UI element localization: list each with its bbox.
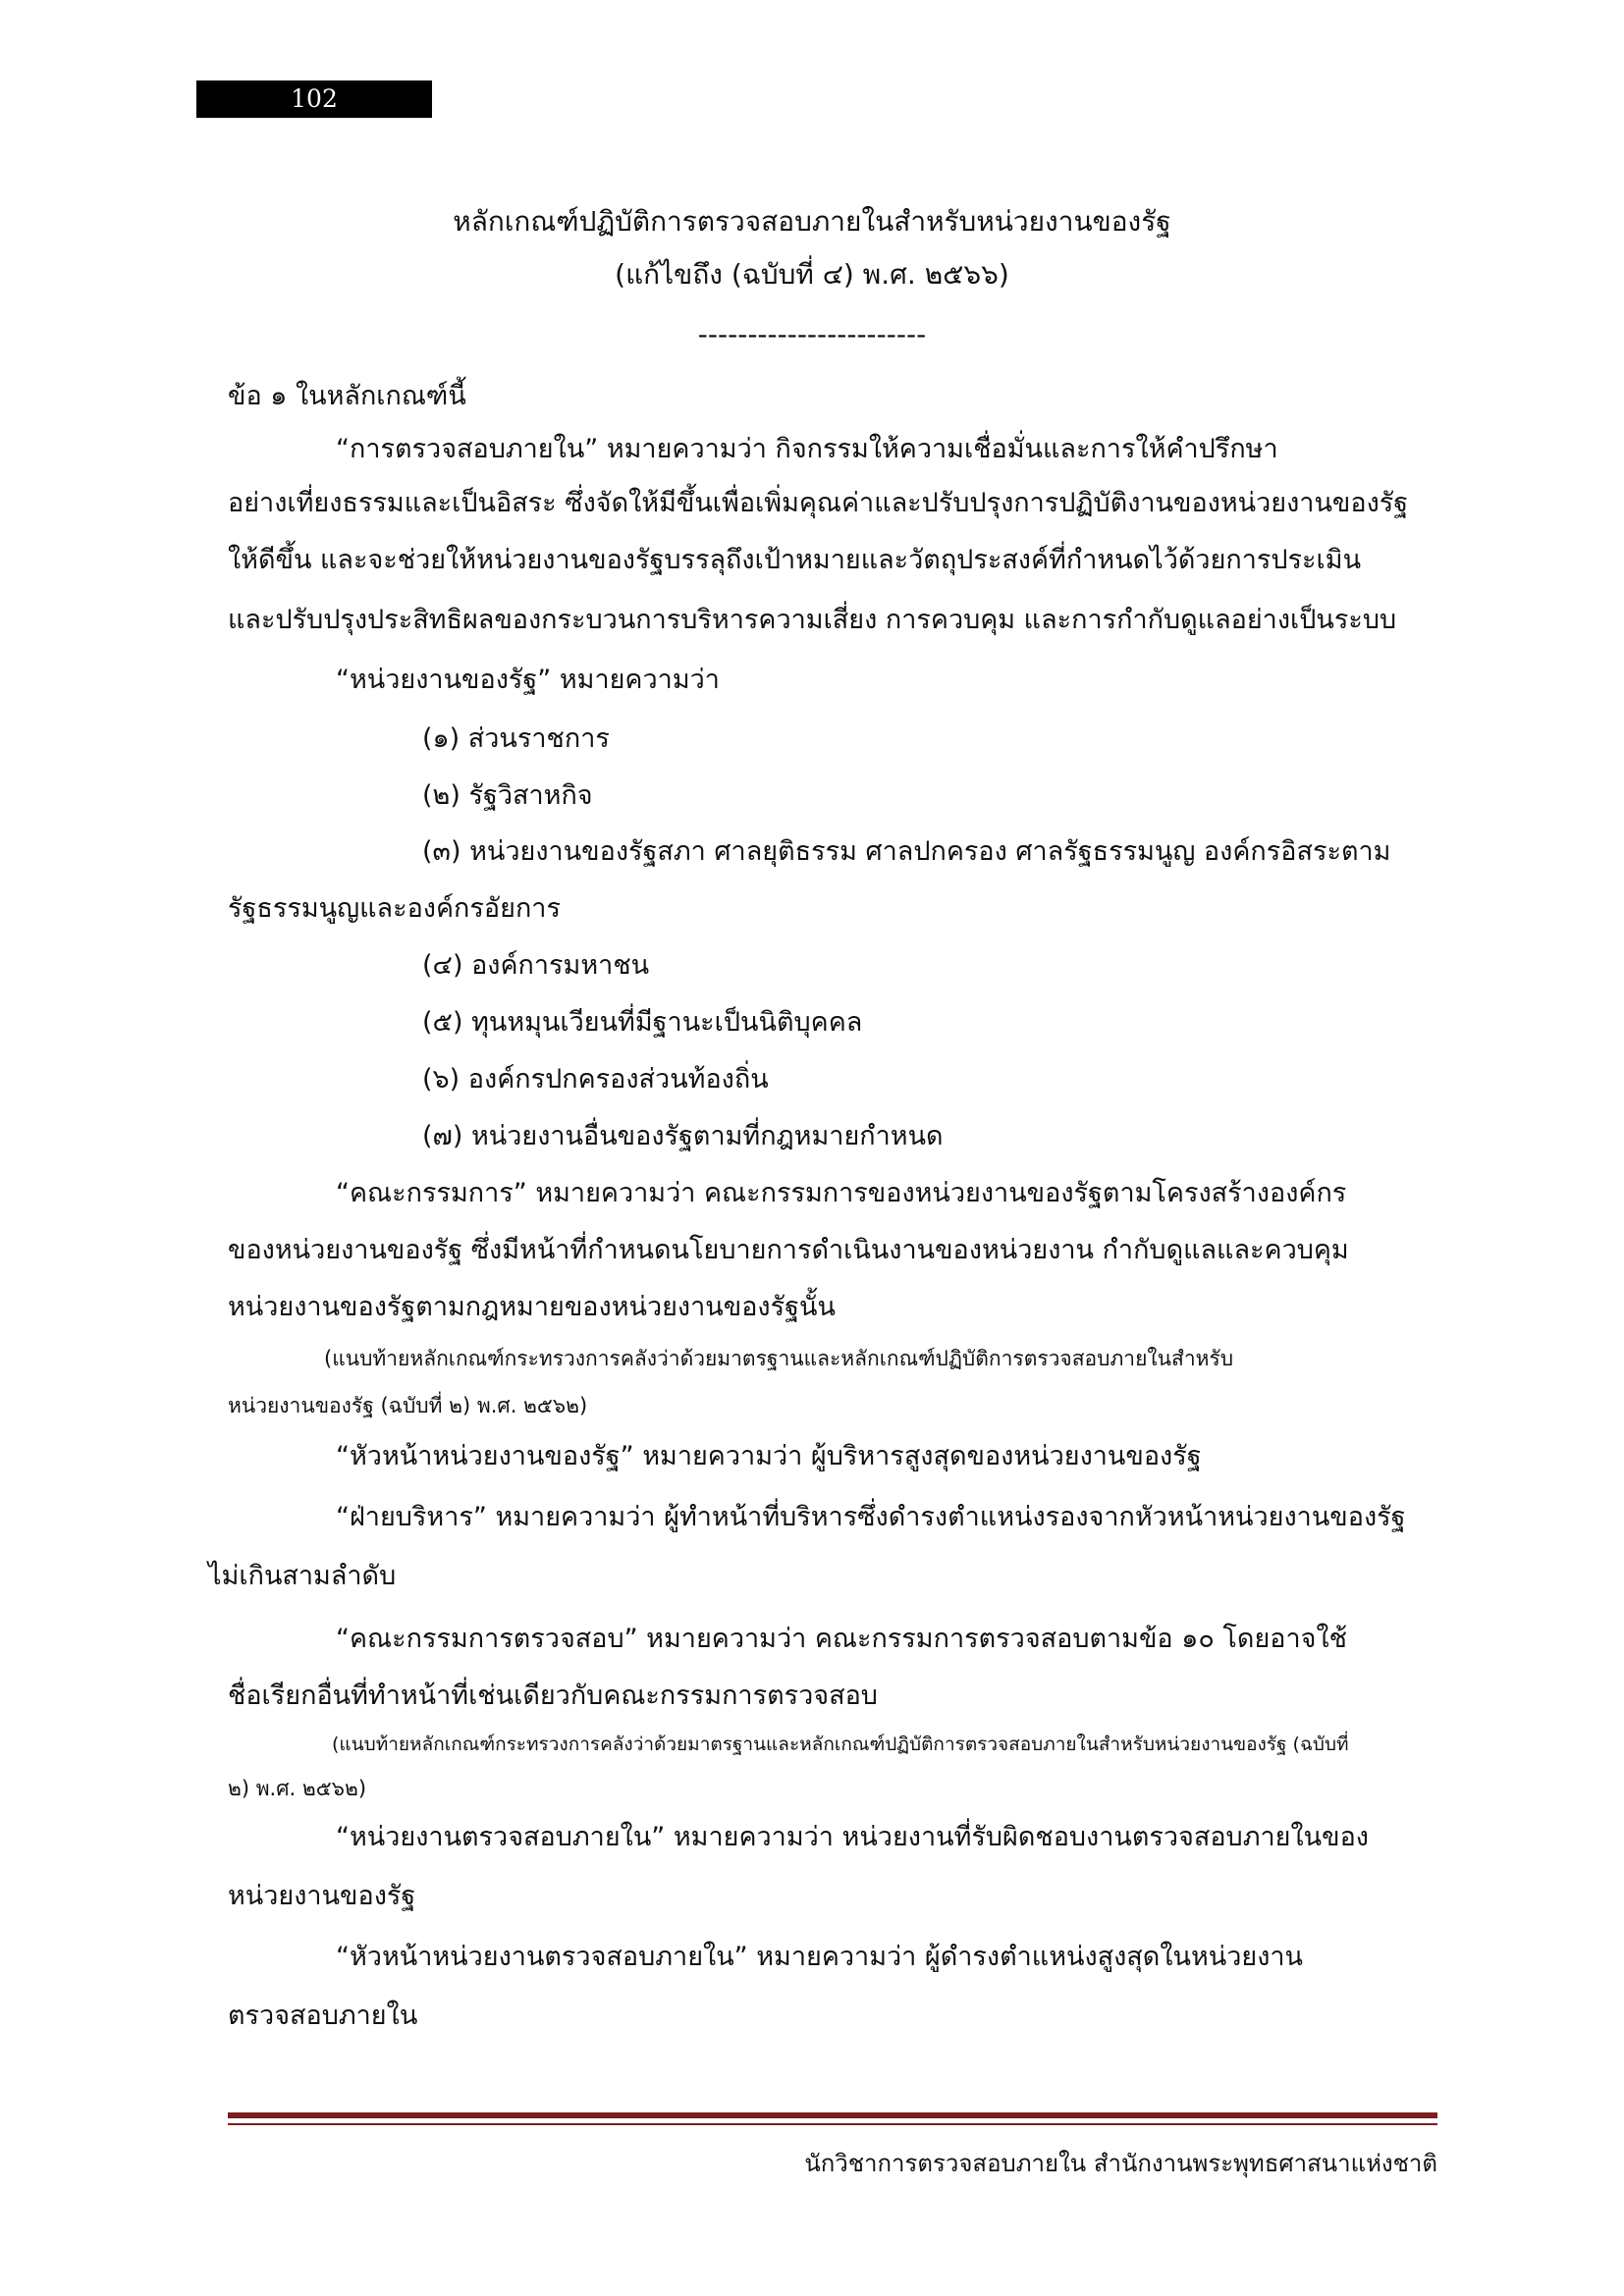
title-separator: ----------------------- [697,318,927,350]
definition-internal-audit-line2: อย่างเที่ยงธรรมและเป็นอิสระ ซึ่งจัดให้มีขึ้นเพื่อเพิ่มคุณค่าและปรับปรุงการปฏิบัติงานของหน่วยงานของรัฐ [228,488,1409,518]
reference-note-2-line1: (แนบท้ายหลักเกณฑ์กระทรวงการคลังว่าด้วยมาตรฐานและหลักเกณฑ์ปฏิบัติการตรวจสอบภายในสำหรับหน่วยงานของรัฐ (ฉบับที่ [332,1734,1349,1755]
definition-committee-line2: ของหน่วยงานของรัฐ ซึ่งมีหน้าที่กำหนดนโยบายการดำเนินงานของหน่วยงาน กำกับดูแลและควบคุม [228,1235,1349,1265]
reference-note-1-line1: (แนบท้ายหลักเกณฑ์กระทรวงการคลังว่าด้วยมาตรฐานและหลักเกณฑ์ปฏิบัติการตรวจสอบภายในสำหรับ [324,1347,1234,1370]
state-agency-item-1: (๑) ส่วนราชการ [422,723,610,754]
definition-internal-audit-line4: และปรับปรุงประสิทธิผลของกระบวนการบริหารความเสี่ยง การควบคุม และการกำกับดูแลอย่างเป็นระบบ [228,605,1397,635]
definition-management-line2: ไม่เกินสามลำดับ [208,1561,397,1591]
definition-internal-audit-unit-line1: “หน่วยงานตรวจสอบภายใน” หมายความว่า หน่วยงานที่รับผิดชอบงานตรวจสอบภายในของ [336,1822,1369,1852]
page-number: 102 [291,84,338,113]
definition-head-internal-audit-line2: ตรวจสอบภายใน [228,2001,418,2031]
clause-heading: ข้อ ๑ ในหลักเกณฑ์นี้ [228,381,466,411]
state-agency-item-6: (๖) องค์กรปกครองส่วนท้องถิ่น [422,1064,769,1095]
state-agency-item-4: (๔) องค์การมหาชน [422,950,650,981]
definition-internal-audit-unit-line2: หน่วยงานของรัฐ [228,1881,416,1911]
page-number-box [196,80,432,118]
reference-note-1-line2: หน่วยงานของรัฐ (ฉบับที่ ๒) พ.ศ. ๒๕๖๒) [228,1394,588,1417]
state-agency-item-7: (๗) หน่วยงานอื่นของรัฐตามที่กฎหมายกำหนด [422,1121,944,1151]
definition-state-agency: “หน่วยงานของรัฐ” หมายความว่า [336,665,720,695]
footer-text: นักวิชาการตรวจสอบภายใน สำนักงานพระพุทธศาสนาแห่งชาติ [804,2150,1437,2177]
state-agency-item-3-cont: รัฐธรรมนูญและองค์กรอัยการ [228,893,561,924]
definition-audit-committee-line1: “คณะกรรมการตรวจสอบ” หมายความว่า คณะกรรมการตรวจสอบตามข้อ ๑๐ โดยอาจใช้ [336,1624,1347,1654]
footer-rule-thick [228,2112,1437,2118]
definition-head-internal-audit-line1: “หัวหน้าหน่วยงานตรวจสอบภายใน” หมายความว่า ผู้ดำรงตำแหน่งสูงสุดในหน่วยงาน [336,1942,1303,1972]
state-agency-item-3: (๓) หน่วยงานของรัฐสภา ศาลยุติธรรม ศาลปกครอง ศาลรัฐธรรมนูญ องค์กรอิสระตาม [422,836,1391,867]
definition-internal-audit-line1: “การตรวจสอบภายใน” หมายความว่า กิจกรรมให้ความเชื่อมั่นและการให้คำปรึกษา [336,434,1278,464]
definition-audit-committee-line2: ชื่อเรียกอื่นที่ทำหน้าที่เช่นเดียวกับคณะกรรมการตรวจสอบ [228,1681,878,1711]
page-subtitle: (แก้ไขถึง (ฉบับที่ ๔) พ.ศ. ๒๕๖๖) [615,258,1009,291]
definition-internal-audit-line3: ให้ดีขึ้น และจะช่วยให้หน่วยงานของรัฐบรรลุถึงเป้าหมายและวัตถุประสงค์ที่กำหนดไว้ด้วยการประเมิน [228,545,1362,575]
definition-management-line1: “ฝ่ายบริหาร” หมายความว่า ผู้ทำหน้าที่บริหารซึ่งดำรงตำแหน่งรองจากหัวหน้าหน่วยงานของรัฐ [336,1502,1406,1532]
state-agency-item-5: (๕) ทุนหมุนเวียนที่มีฐานะเป็นนิติบุคคล [422,1007,863,1038]
definition-agency-head: “หัวหน้าหน่วยงานของรัฐ” หมายความว่า ผู้บริหารสูงสุดของหน่วยงานของรัฐ [336,1441,1202,1471]
definition-committee-line1: “คณะกรรมการ” หมายความว่า คณะกรรมการของหน่วยงานของรัฐตามโครงสร้างองค์กร [336,1178,1347,1208]
footer-rule-thin [228,2123,1437,2125]
state-agency-item-2: (๒) รัฐวิสาหกิจ [422,780,593,811]
definition-committee-line3: หน่วยงานของรัฐตามกฎหมายของหน่วยงานของรัฐนั้น [228,1292,836,1322]
page-title: หลักเกณฑ์ปฏิบัติการตรวจสอบภายในสำหรับหน่วยงานของรัฐ [453,205,1171,238]
reference-note-2-line2: ๒) พ.ศ. ๒๕๖๒) [228,1777,367,1800]
